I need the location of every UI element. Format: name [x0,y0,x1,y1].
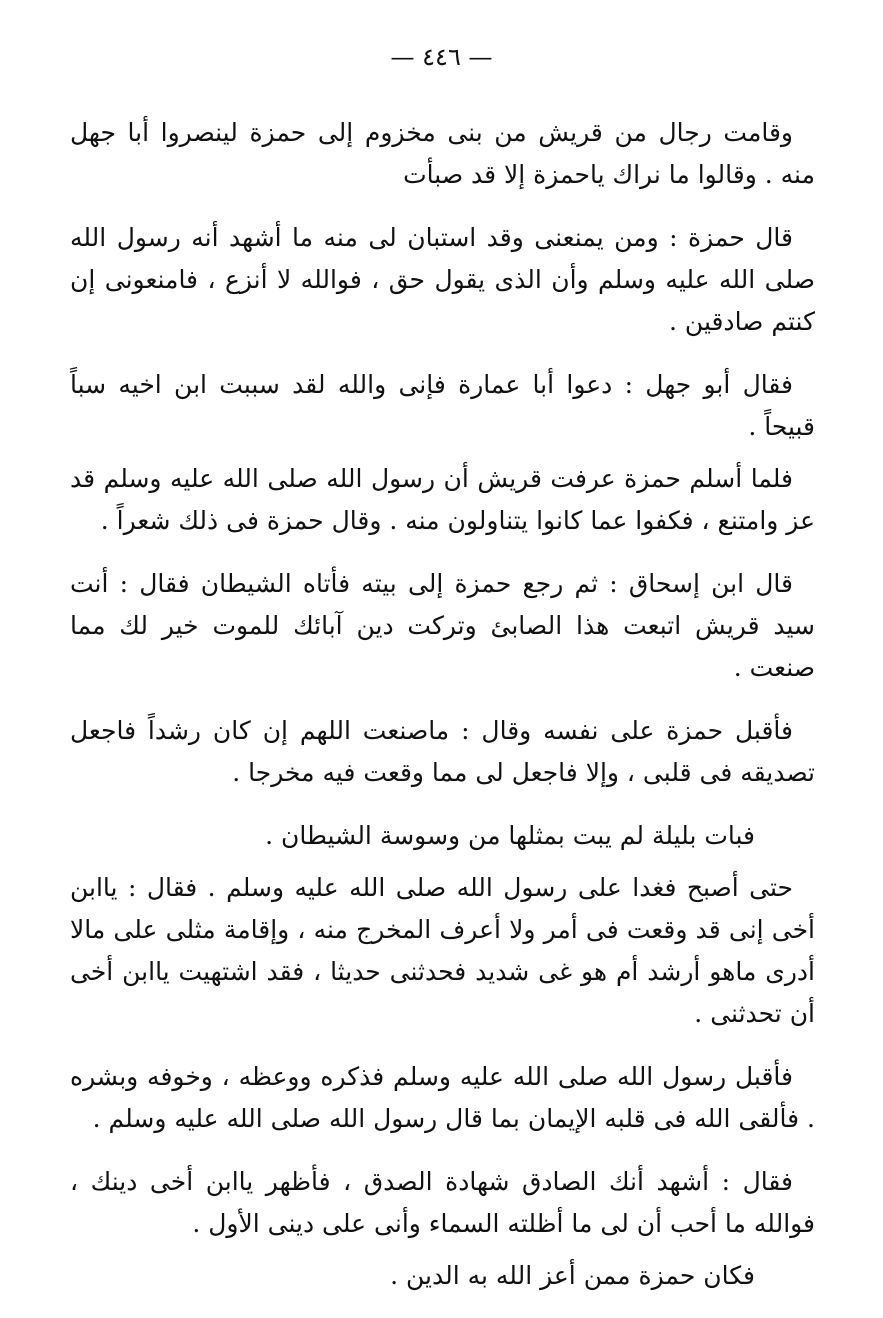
paragraph: فقال : أشهد أنك الصادق شهادة الصدق ، فأظهر ياابن أخى دينك ، فوالله ما أحب أن لى ما أظلته السماء وأنى على دينى الأول . [70,1167,815,1238]
paragraph: قال حمزة : ومن يمنعنى وقد استبان لى منه ما أشهد أنه رسول الله صلى الله عليه وسلم وأن الذى يقول حق ، فوالله لا أنزع ، فامنعونى إن كنتم صادقين . [70,223,815,336]
paragraph: قال ابن إسحاق : ثم رجع حمزة إلى بيته فأتاه الشيطان فقال : أنت سيد قريش اتبعت هذا الصابئ وتركت دين آبائك للموت خير لك مما صنعت . [70,569,815,682]
paragraph: فلما أسلم حمزة عرفت قريش أن رسول الله صلى الله عليه وسلم قد عز وامتنع ، فكفوا عما كانوا يتناولون منه . وقال حمزة فى ذلك شعراً . [70,464,815,535]
paragraph: حتى أصبح فغدا على رسول الله صلى الله عليه وسلم . فقال : ياابن أخى إنى قد وقعت فى أمر ولا أعرف المخرج منه ، وإقامة مثلى على مالا أدرى ماهو أرشد أم هو غى شديد فحدثنى حديثا ، فقد اشتهيت ياابن أخى أن تحدثنى . [70,873,815,1028]
paragraph: وقامت رجال من قريش من بنى مخزوم إلى حمزة لينصروا أبا جهل منه . وقالوا ما نراك ياحمزة إلا قد صبأت [70,118,815,189]
paragraph: فقال أبو جهل : دعوا أبا عمارة فإنى والله لقد سببت ابن اخيه سباً قبيحاً . [70,370,815,441]
page-number: — ٤٤٦ — [390,43,493,71]
paragraph: فبات بليلة لم يبت بمثلها من وسوسة الشيطان . [265,821,755,850]
paragraph: فأقبل حمزة على نفسه وقال : ماصنعت اللهم إن كان رشداً فاجعل تصديقه فى قلبى ، وإلا فاجعل لى مما وقعت فيه مخرجا . [70,716,815,787]
paragraph: فكان حمزة ممن أعز الله به الدين . [390,1261,755,1290]
paragraph: فأقبل رسول الله صلى الله عليه وسلم فذكره ووعظه ، وخوفه وبشره . فألقى الله فى قلبه الإيمان بما قال رسول الله صلى الله عليه وسلم . [70,1062,815,1133]
page-body-text [70,112,815,1318]
